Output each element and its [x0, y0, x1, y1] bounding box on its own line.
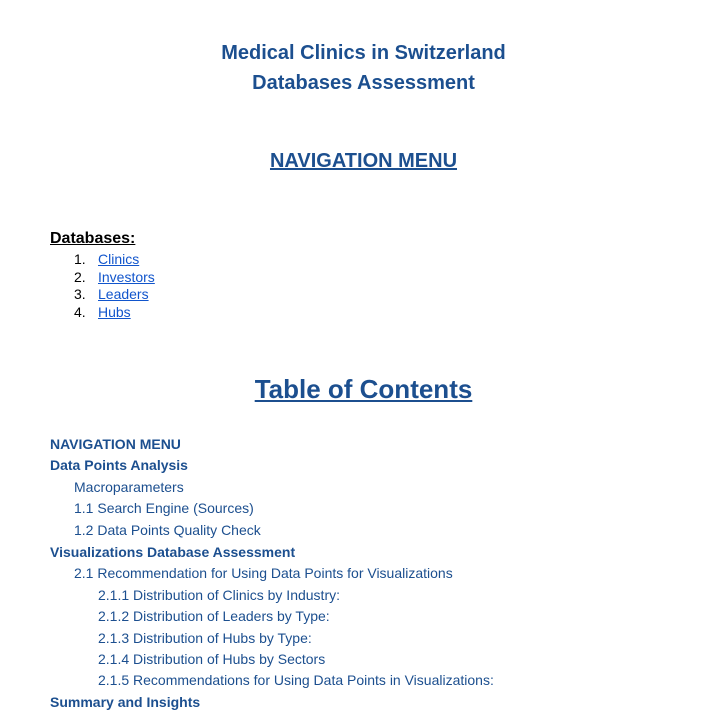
- toc-entry-leaders-by-type[interactable]: 2.1.2 Distribution of Leaders by Type:: [98, 608, 330, 624]
- databases-list: [74, 251, 155, 322]
- hubs-link[interactable]: Hubs: [98, 304, 131, 321]
- toc-entry-navigation-menu[interactable]: NAVIGATION MENU: [50, 436, 181, 452]
- investors-link[interactable]: Investors: [98, 268, 155, 285]
- list-number: 1.: [74, 251, 86, 267]
- toc-entry-visualizations-assessment[interactable]: Visualizations Database Assessment: [50, 544, 296, 560]
- list-number: 4.: [74, 304, 86, 321]
- toc-entry-recommendations-data-points[interactable]: 2.1.5 Recommendations for Using Data Points in Visualizations:: [98, 672, 494, 688]
- databases-label: Databases:: [50, 230, 136, 247]
- database-list-item: [74, 304, 155, 322]
- toc-entry-data-points-analysis[interactable]: Data Points Analysis: [50, 457, 188, 473]
- toc-entry-recommendation-visualizations[interactable]: 2.1 Recommendation for Using Data Points for Visualizations: [74, 565, 453, 581]
- table-of-contents-heading: Table of Contents: [254, 374, 473, 404]
- toc-entry-quality-check[interactable]: 1.2 Data Points Quality Check: [74, 522, 261, 538]
- toc-entry-summary-insights[interactable]: Summary and Insights: [50, 694, 201, 710]
- toc-entry-hubs-by-type[interactable]: 2.1.3 Distribution of Hubs by Type:: [98, 630, 312, 646]
- toc-entry-macroparameters[interactable]: Macroparameters: [74, 479, 184, 495]
- leaders-link[interactable]: Leaders: [98, 286, 149, 303]
- list-number: 2.: [74, 268, 86, 285]
- document-title-line-1: Medical Clinics in Switzerland: [221, 42, 506, 64]
- navigation-menu-heading: NAVIGATION MENU: [269, 150, 458, 172]
- toc-entry-clinics-by-industry[interactable]: 2.1.1 Distribution of Clinics by Industry:: [98, 587, 340, 603]
- database-list-item: [74, 286, 155, 304]
- database-list-item: [74, 269, 155, 287]
- list-number: 3.: [74, 286, 86, 303]
- document-title-line-2: Databases Assessment: [252, 72, 475, 94]
- toc-entry-search-engine[interactable]: 1.1 Search Engine (Sources): [74, 500, 254, 516]
- clinics-link[interactable]: Clinics: [98, 251, 140, 267]
- toc-entry-hubs-by-sectors[interactable]: 2.1.4 Distribution of Hubs by Sectors: [98, 651, 326, 667]
- database-list-item: [74, 251, 155, 269]
